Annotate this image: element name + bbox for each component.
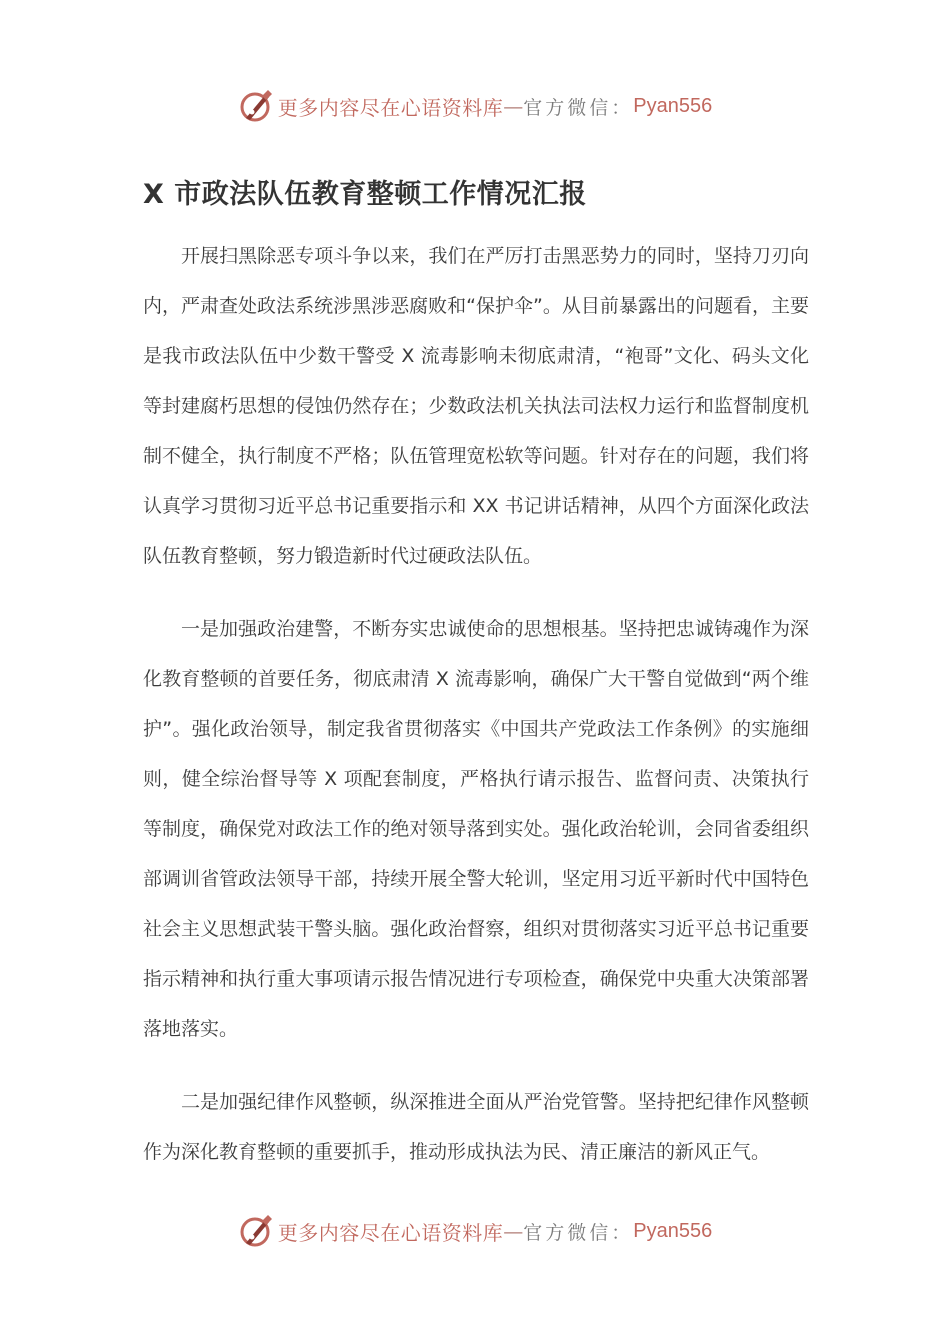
header-watermark-banner [0,84,950,128]
banner-sub-text: 官方微信： [523,96,634,119]
paragraph-discipline: 二是加强纪律作风整顿，纵深推进全面从严治党管警。坚持把纪律作风整顿作为深化教育整顿的重要抓手，推动形成执法为民、清正廉洁的新风正气。 [143,1091,809,1163]
banner-separator: — [503,94,524,118]
footer-banner-separator: — [503,1219,524,1243]
banner-wechat-id: Pyan556 [633,94,713,117]
document-title: X 市政法队伍教育整顿工作情况汇报 [143,179,587,210]
paragraph-political-building: 一是加强政治建警，不断夯实忠诚使命的思想根基。坚持把忠诚铸魂作为深化教育整顿的首要任务，彻底肃清 X 流毒影响，确保广大干警自觉做到“两个维护”。强化政治领导，制定我省贯彻落实《中国共产党政法工作条例》的实施细则，健全综治督导等 X 项配套制度，严格执行请示报告、监督问责、决策执行等制度，确保党对政法工作的绝对领导落到实处。强化政治轮训，会同省委组织部调训省管政法领导干部，持续开展全警大轮训，坚定用习近平新时代中国特色社会主义思想武装干警头脑。强化政治督察，组织对贯彻落实习近平总书记重要指示精神和执行重大事项请示报告情况进行专项检查，确保党中央重大决策部署落地落实。 [143,618,809,1040]
banner-main-text: 更多内容尽在心语资料库 [277,95,504,120]
footer-banner-sub-text: 官方微信： [523,1221,634,1244]
pen-logo-icon [238,88,274,124]
pen-logo-icon [238,1213,274,1249]
paragraph-intro: 开展扫黑除恶专项斗争以来，我们在严厉打击黑恶势力的同时，坚持刀刃向内，严肃查处政法系统涉黑涉恶腐败和“保护伞”。从目前暴露出的问题看，主要是我市政法队伍中少数干警受 X 流毒影响未彻底肃清，“袍哥”文化、码头文化等封建腐朽思想的侵蚀仍然存在；少数政法机关执法司法权力运行和监督制度机制不健全，执行制度不严格；队伍管理宽松软等问题。针对存在的问题，我们将认真学习贯彻习近平总书记重要指示和 XX 书记讲话精神，从四个方面深化政法队伍教育整顿，努力锻造新时代过硬政法队伍。 [143,245,809,567]
footer-watermark-banner [0,1209,950,1253]
footer-banner-wechat-id: Pyan556 [633,1219,713,1242]
footer-banner-main-text: 更多内容尽在心语资料库 [277,1220,504,1245]
